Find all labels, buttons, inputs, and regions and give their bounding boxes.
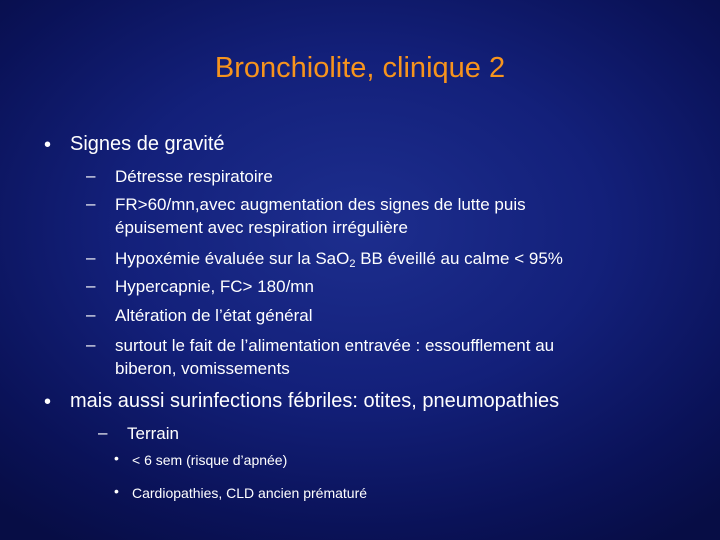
sub-bullet-text: surtout le fait de l’alimentation entravée : essoufflement au xyxy=(115,336,555,355)
sub-bullet-text: Détresse respiratoire xyxy=(115,167,273,186)
bullet-text: Signes de gravité xyxy=(70,133,225,155)
sub-bullet-text-part: BB éveillé au calme < 95% xyxy=(355,249,563,268)
sub-bullet-text xyxy=(115,248,563,269)
slide-title: Bronchiolite, clinique 2 xyxy=(214,52,506,84)
bullet-text: mais aussi surinfections fébriles: otites, pneumopathies xyxy=(70,390,560,412)
dash-marker: – xyxy=(86,305,96,324)
dash-marker: – xyxy=(86,276,96,295)
sub-bullet-text: Hypercapnie, FC> 180/mn xyxy=(115,277,314,296)
sub-bullet-text: Altération de l’état général xyxy=(115,306,313,325)
bullet-marker: • xyxy=(114,450,119,466)
dash-marker: – xyxy=(86,194,96,213)
sub-bullet-text: Terrain xyxy=(127,424,179,443)
sub-bullet-text-part: Hypoxémie évaluée sur la SaO xyxy=(115,249,350,268)
dash-marker: – xyxy=(86,335,96,354)
bullet-marker: • xyxy=(114,483,119,499)
sub-sub-bullet-text: < 6 sem (risque d’apnée) xyxy=(132,452,288,468)
sub-bullet-text-continued: biberon, vomissements xyxy=(115,359,290,378)
sub-bullet-text-continued: épuisement avec respiration irrégulière xyxy=(115,218,408,237)
dash-marker: – xyxy=(98,423,108,442)
bullet-marker: • xyxy=(44,134,52,156)
sub-bullet-text: FR>60/mn,avec augmentation des signes de lutte puis xyxy=(115,195,526,214)
dash-marker: – xyxy=(86,248,96,267)
sub-sub-bullet-text: Cardiopathies, CLD ancien prématuré xyxy=(132,485,368,501)
bullet-marker: • xyxy=(44,391,52,413)
subscript-2: 2 xyxy=(349,258,356,270)
dash-marker: – xyxy=(86,166,96,185)
